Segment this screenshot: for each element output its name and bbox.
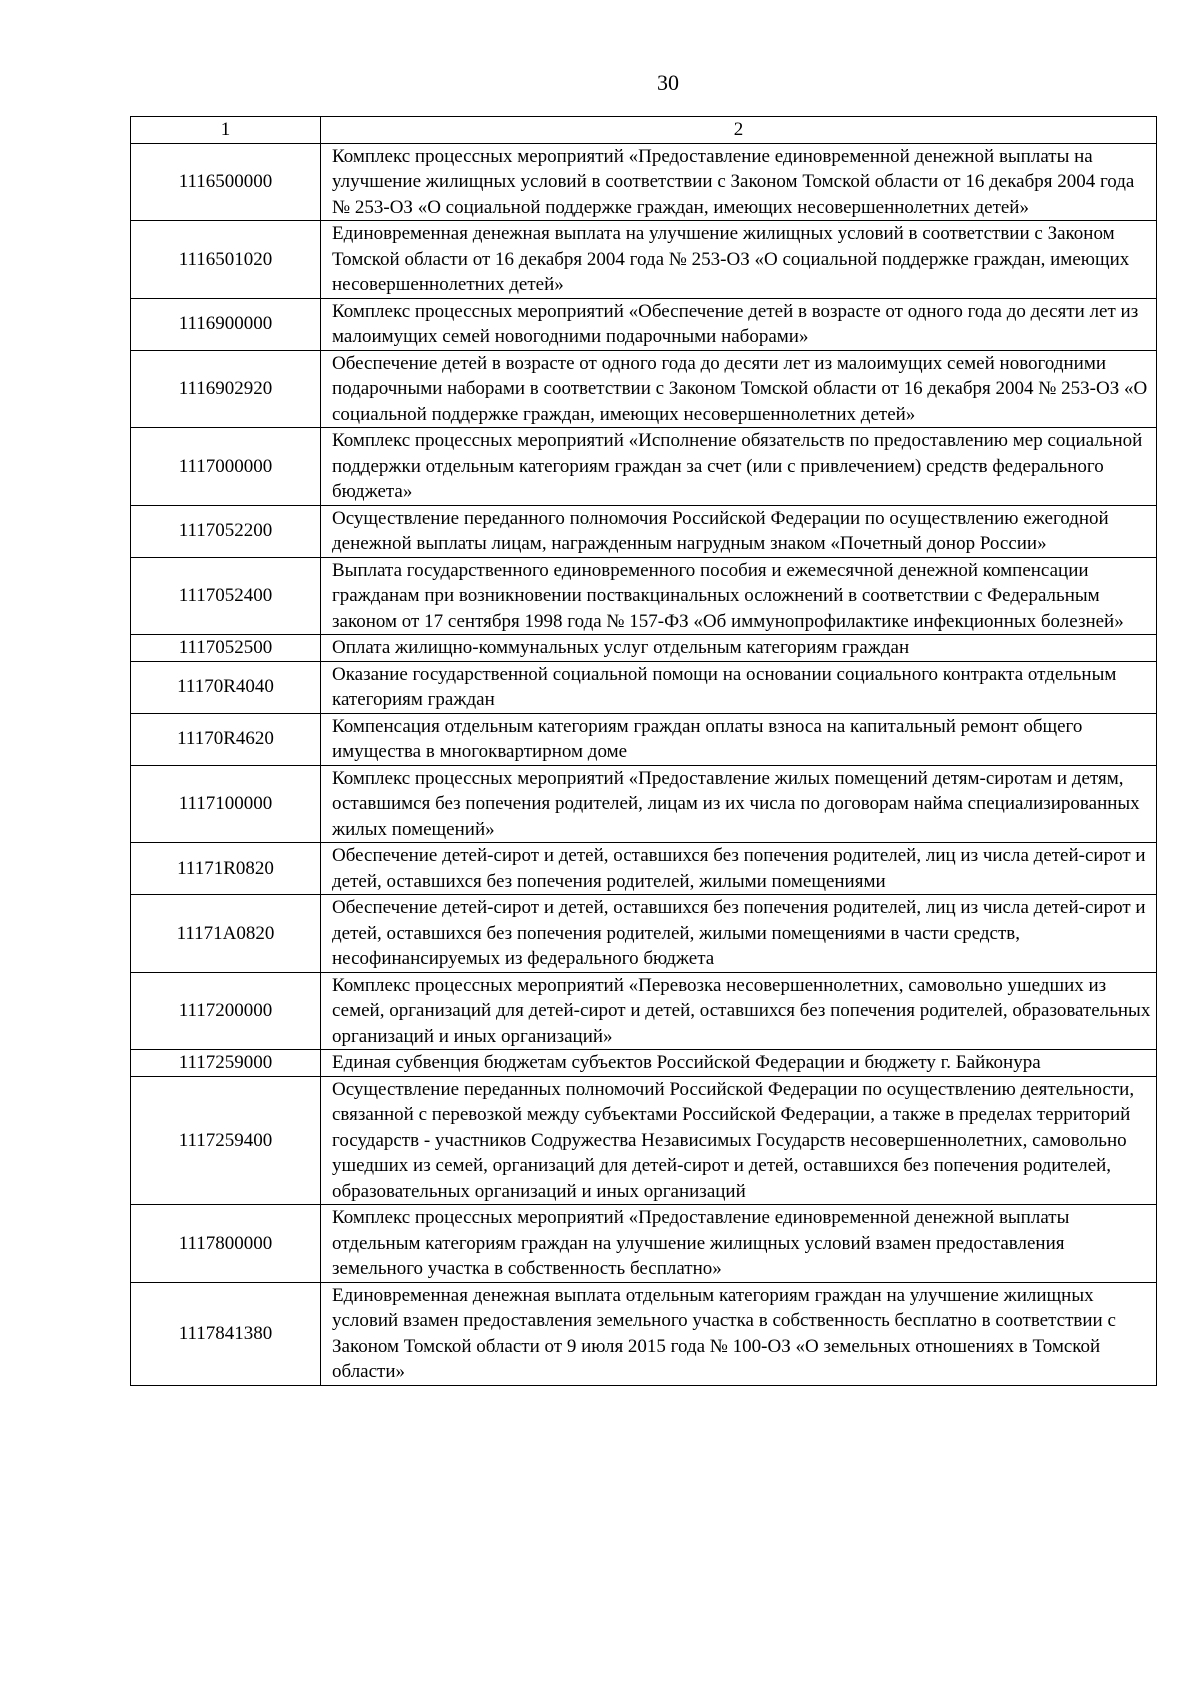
table-row bbox=[131, 661, 1157, 713]
row-code: 1117200000 bbox=[131, 972, 321, 1050]
row-description: Комплекс процессных мероприятий «Предоставление единовременной денежной выплаты отдельным категориям граждан на улучшение жилищных условий взамен предоставления земельного участка в собственность бесплатно» bbox=[321, 1205, 1157, 1283]
table-row bbox=[131, 1076, 1157, 1205]
row-description: Осуществление переданных полномочий Российской Федерации по осуществлению деятельности, связанной с перевозкой между субъектами Российской Федерации, а также в пределах территорий государств - участников Содружества Независимых Государств несовершеннолетних, самовольно ушедших из семей, организаций для детей-сирот и детей, оставшихся без попечения родителей, образовательных организаций и иных организаций bbox=[321, 1076, 1157, 1205]
row-code: 1117259000 bbox=[131, 1050, 321, 1077]
table-row bbox=[131, 713, 1157, 765]
row-code: 11170R4040 bbox=[131, 661, 321, 713]
row-description: Комплекс процессных мероприятий «Исполнение обязательств по предоставлению мер социальной поддержки отдельным категориям граждан за счет (или с привлечением) средств федерального бюджета» bbox=[321, 428, 1157, 506]
table-row bbox=[131, 221, 1157, 299]
row-description: Комплекс процессных мероприятий «Обеспечение детей в возрасте от одного года до десяти лет из малоимущих семей новогодними подарочными наборами» bbox=[321, 298, 1157, 350]
row-code: 1117800000 bbox=[131, 1205, 321, 1283]
row-description: Осуществление переданного полномочия Российской Федерации по осуществлению ежегодной денежной выплаты лицам, награжденным нагрудным знаком «Почетный донор России» bbox=[321, 505, 1157, 557]
table-row bbox=[131, 843, 1157, 895]
column-header-code: 1 bbox=[131, 117, 321, 144]
row-code: 1117259400 bbox=[131, 1076, 321, 1205]
table-row bbox=[131, 505, 1157, 557]
table-row bbox=[131, 143, 1157, 221]
row-code: 1116900000 bbox=[131, 298, 321, 350]
row-description: Единовременная денежная выплата отдельным категориям граждан на улучшение жилищных условий взамен предоставления земельного участка в собственность бесплатно в соответствии с Законом Томской области от 9 июля 2015 года № 100-ОЗ «О земельных отношениях в Томской области» bbox=[321, 1282, 1157, 1385]
row-description: Выплата государственного единовременного пособия и ежемесячной денежной компенсации гражданам при возникновении поствакцинальных осложнений в соответствии с Федеральным законом от 17 сентября 1998 года № 157-ФЗ «Об иммунопрофилактике инфекционных болезней» bbox=[321, 557, 1157, 635]
row-code: 1117052200 bbox=[131, 505, 321, 557]
row-code: 1116902920 bbox=[131, 350, 321, 428]
row-description: Обеспечение детей-сирот и детей, оставшихся без попечения родителей, лиц из числа детей-сирот и детей, оставшихся без попечения родителей, жилыми помещениями в части средств, несофинансируемых из федерального бюджета bbox=[321, 895, 1157, 973]
table-row bbox=[131, 1205, 1157, 1283]
row-description: Оказание государственной социальной помощи на основании социального контракта отдельным категориям граждан bbox=[321, 661, 1157, 713]
row-description: Единовременная денежная выплата на улучшение жилищных условий в соответствии с Законом Томской области от 16 декабря 2004 года № 253-ОЗ «О социальной поддержке граждан, имеющих несовершеннолетних детей» bbox=[321, 221, 1157, 299]
row-code: 1117841380 bbox=[131, 1282, 321, 1385]
row-code: 11171A0820 bbox=[131, 895, 321, 973]
table-row bbox=[131, 1282, 1157, 1385]
row-code: 11170R4620 bbox=[131, 713, 321, 765]
row-code: 1117000000 bbox=[131, 428, 321, 506]
column-header-description: 2 bbox=[321, 117, 1157, 144]
row-description: Комплекс процессных мероприятий «Перевозка несовершеннолетних, самовольно ушедших из семей, организаций для детей-сирот и детей, оставшихся без попечения родителей, образовательных организаций и иных организаций» bbox=[321, 972, 1157, 1050]
row-description: Оплата жилищно-коммунальных услуг отдельным категориям граждан bbox=[321, 635, 1157, 662]
row-code: 1117100000 bbox=[131, 765, 321, 843]
table-header-row bbox=[131, 117, 1157, 144]
table-row bbox=[131, 972, 1157, 1050]
row-code: 1116500000 bbox=[131, 143, 321, 221]
row-description: Обеспечение детей в возрасте от одного года до десяти лет из малоимущих семей новогодними подарочными наборами в соответствии с Законом Томской области от 16 декабря 2004 № 253-ОЗ «О социальной поддержке граждан, имеющих несовершеннолетних детей» bbox=[321, 350, 1157, 428]
row-description: Обеспечение детей-сирот и детей, оставшихся без попечения родителей, лиц из числа детей-сирот и детей, оставшихся без попечения родителей, жилыми помещениями bbox=[321, 843, 1157, 895]
page-number: 30 bbox=[657, 70, 679, 95]
row-description: Комплекс процессных мероприятий «Предоставление единовременной денежной выплаты на улучшение жилищных условий в соответствии с Законом Томской области от 16 декабря 2004 года № 253-ОЗ «О социальной поддержке граждан, имеющих несовершеннолетних детей» bbox=[321, 143, 1157, 221]
row-code: 1117052400 bbox=[131, 557, 321, 635]
table-row bbox=[131, 428, 1157, 506]
row-description: Комплекс процессных мероприятий «Предоставление жилых помещений детям-сиротам и детям, оставшимся без попечения родителей, лицам из их числа по договорам найма специализированных жилых помещений» bbox=[321, 765, 1157, 843]
row-description: Компенсация отдельным категориям граждан оплаты взноса на капитальный ремонт общего имущества в многоквартирном доме bbox=[321, 713, 1157, 765]
table-row bbox=[131, 557, 1157, 635]
budget-classification-table bbox=[130, 116, 1157, 1386]
table-row bbox=[131, 895, 1157, 973]
row-code: 1117052500 bbox=[131, 635, 321, 662]
row-code: 11171R0820 bbox=[131, 843, 321, 895]
table-row bbox=[131, 765, 1157, 843]
row-description: Единая субвенция бюджетам субъектов Российской Федерации и бюджету г. Байконура bbox=[321, 1050, 1157, 1077]
row-code: 1116501020 bbox=[131, 221, 321, 299]
table-row bbox=[131, 1050, 1157, 1077]
table-row bbox=[131, 635, 1157, 662]
table-row bbox=[131, 350, 1157, 428]
table-row bbox=[131, 298, 1157, 350]
